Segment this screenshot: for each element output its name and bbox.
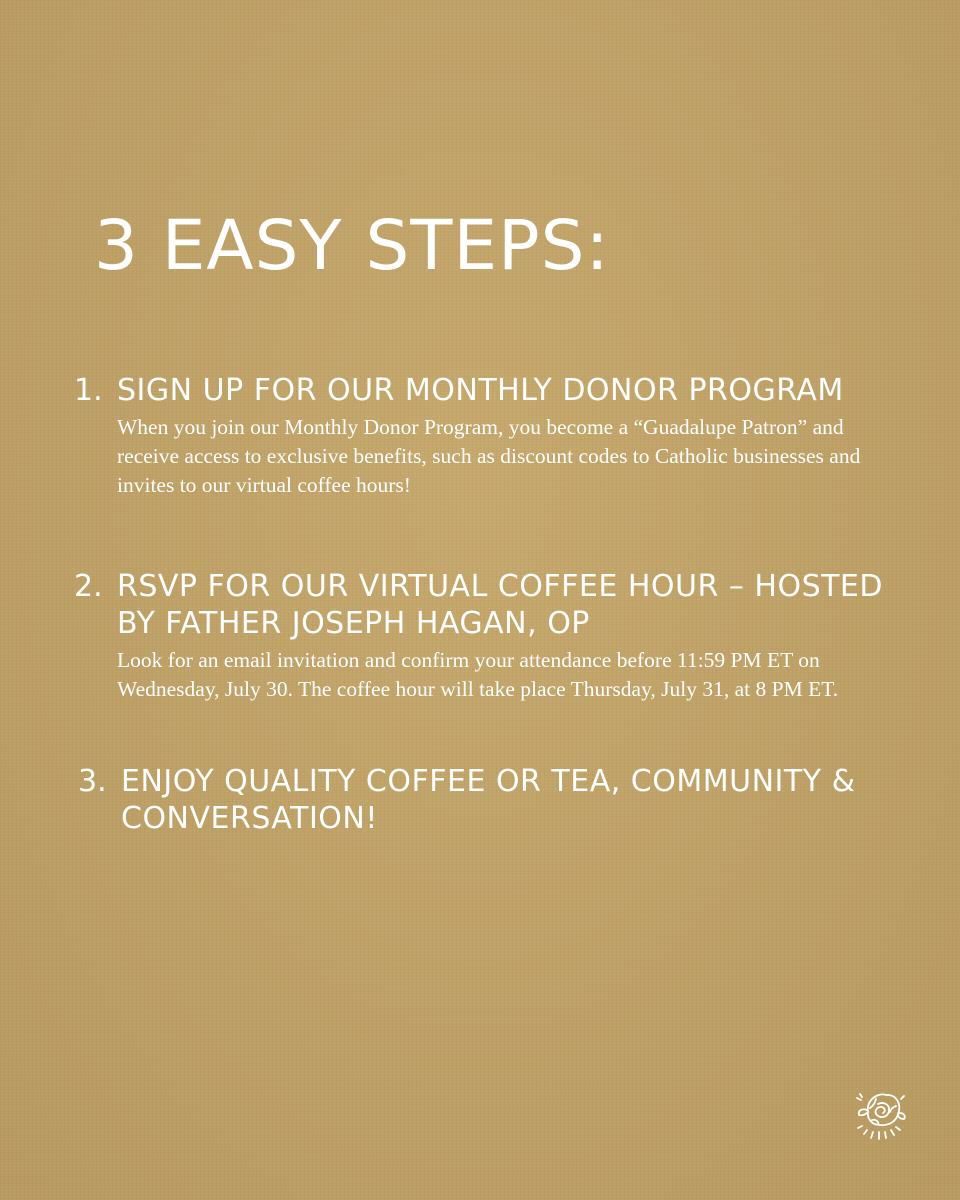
step-2 xyxy=(74,568,894,704)
step-title: SIGN UP FOR OUR MONTHLY DONOR PROGRAM xyxy=(117,373,844,408)
step-title: RSVP FOR OUR VIRTUAL COFFEE HOUR – HOSTED BY FATHER JOSEPH HAGAN, OP xyxy=(117,569,883,641)
headline: 3 EASY STEPS: xyxy=(94,206,610,286)
step-number: 1. xyxy=(74,373,103,408)
step-3 xyxy=(78,763,898,837)
step-number: 3. xyxy=(78,764,107,799)
step-1 xyxy=(74,372,894,500)
step-description: Look for an email invitation and confirm your attendance before 11:59 PM ET on Wednesday, July 30. The coffee hour will take place Thursday, July 31, at 8 PM ET. xyxy=(117,648,839,701)
step-number: 2. xyxy=(74,569,103,604)
step-description: When you join our Monthly Donor Program, you become a “Guadalupe Patron” and receive access to exclusive benefits, such as discount codes to Catholic businesses and invites to our virtual coffee hours! xyxy=(117,415,861,497)
rose-icon xyxy=(848,1086,912,1146)
step-title: ENJOY QUALITY COFFEE OR TEA, COMMUNITY & CONVERSATION! xyxy=(121,764,856,836)
